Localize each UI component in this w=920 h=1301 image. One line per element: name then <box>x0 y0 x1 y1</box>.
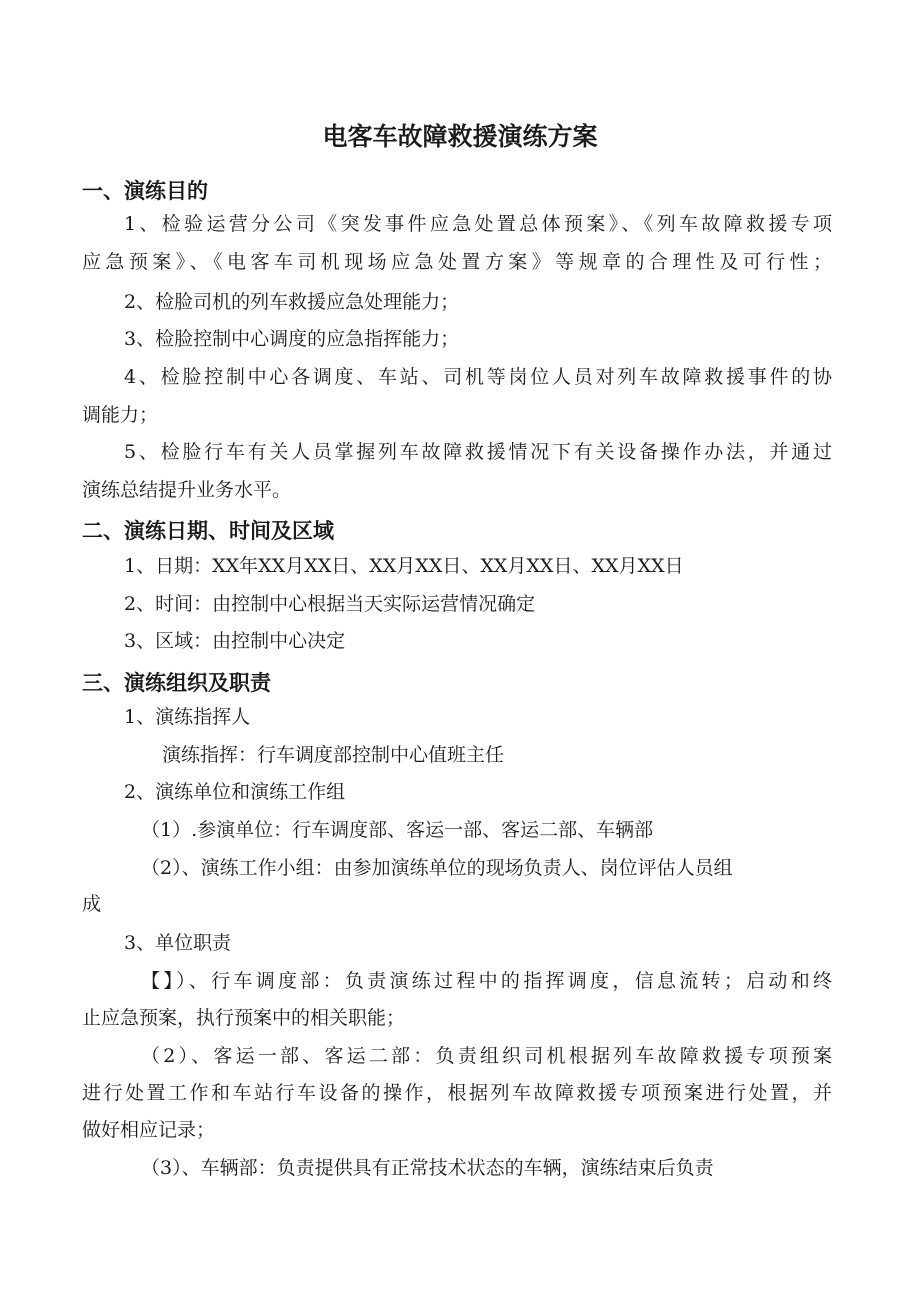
paragraph-line: 3、区域：由控制中心决定 <box>124 630 346 652</box>
paragraph-line: 调能力； <box>82 404 159 426</box>
paragraph-line: 1、检验运营分公司《突发事件应急处置总体预案》、《列车故障救援专项 <box>124 213 832 235</box>
document-title: 电客车故障救援演练方案 <box>322 122 598 151</box>
paragraph-line: 1、日期：XX年XX月XX日、XX月XX日、XX月XX日、XX月XX日 <box>124 555 684 577</box>
paragraph-line: 4、检脸控制中心各调度、车站、司机等岗位人员对列车故障救援事件的协 <box>124 366 832 388</box>
paragraph-line: （2）、客运一部、客运二部：负责组织司机根据列车故障救援专项预案 <box>141 1045 832 1067</box>
paragraph-line: 3、检脸控制中心调度的应急指挥能力； <box>124 328 460 350</box>
paragraph-line: 进行处置工作和车站行车设备的操作，根据列车故障救援专项预案进行处置，并 <box>82 1082 832 1104</box>
paragraph-line: 止应急预案，执行预案中的相关职能； <box>82 1007 406 1029</box>
paragraph-line: 2、演练单位和演练工作组 <box>124 781 346 803</box>
paragraph-line: 2、检脸司机的列车救援应急处理能力； <box>124 291 460 313</box>
section-heading-2: 二、演练日期、时间及区域 <box>82 519 334 543</box>
paragraph-line: 2、时间：由控制中心根据当天实际运营情况确定 <box>124 593 536 615</box>
paragraph-line: （1）.参演单位：行车调度部、客运一部、客运二部、车辆部 <box>141 819 654 841</box>
paragraph-line: 【】）、行车调度部：负责演练过程中的指挥调度，信息流转；启动和终 <box>141 970 832 992</box>
paragraph-line: 成 <box>82 893 102 915</box>
paragraph-line: 3、单位职责 <box>124 932 232 954</box>
section-heading-3: 三、演练组织及职责 <box>82 671 271 695</box>
paragraph-line: 1、演练指挥人 <box>124 706 251 728</box>
paragraph-line: 演练总结提升业务水平。 <box>82 479 292 501</box>
paragraph-line: 演练指挥：行车调度部控制中心值班主任 <box>162 744 505 766</box>
paragraph-line: 做好相应记录； <box>82 1119 216 1141</box>
paragraph-line: （2）、演练工作小组：由参加演练单位的现场负责人、岗位评估人员组 <box>141 857 733 879</box>
paragraph-line: （3）、车辆部：负责提供具有正常技术状态的车辆，演练结束后负责 <box>141 1157 714 1179</box>
paragraph-line: 应急预案》、《电客车司机现场应急处置方案》等规章的合理性及可行性； <box>82 251 832 273</box>
paragraph-line: 5、检脸行车有关人员掌握列车故障救援情况下有关设备操作办法，并通过 <box>124 441 832 463</box>
section-heading-1: 一、演练目的 <box>82 179 208 203</box>
